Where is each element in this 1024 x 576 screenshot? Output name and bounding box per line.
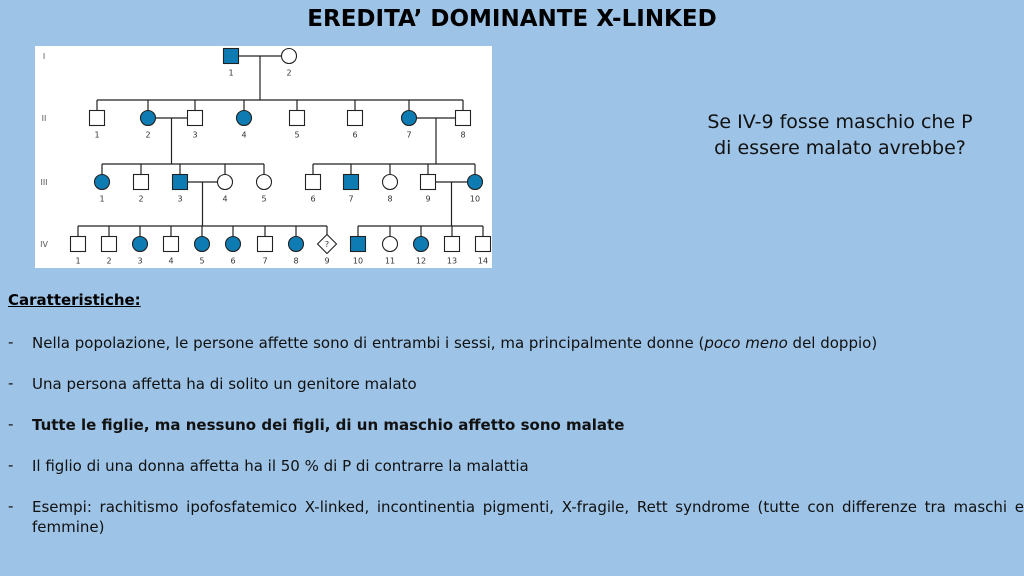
bullet-dash: - bbox=[8, 456, 14, 474]
female-symbol bbox=[237, 111, 252, 126]
individual-number: 7 bbox=[406, 130, 412, 140]
individual-number: 12 bbox=[415, 256, 427, 266]
individual-number: 1 bbox=[99, 194, 105, 204]
individual-number: 2 bbox=[138, 194, 144, 204]
individual-number: 7 bbox=[262, 256, 268, 266]
male-symbol bbox=[445, 237, 460, 252]
individual-number: 9 bbox=[324, 256, 330, 266]
individual-number: 10 bbox=[469, 194, 481, 204]
individual-number: 8 bbox=[293, 256, 299, 266]
male-symbol bbox=[290, 111, 305, 126]
individual-number: 2 bbox=[106, 256, 112, 266]
individual-number: 1 bbox=[75, 256, 81, 266]
female-symbol bbox=[383, 237, 398, 252]
slide-title: EREDITA’ DOMINANTE X-LINKED bbox=[307, 6, 717, 32]
bullet-dash: - bbox=[8, 415, 14, 433]
question-mark: ? bbox=[324, 240, 330, 249]
generation-label: II bbox=[41, 114, 47, 123]
male-symbol bbox=[224, 49, 239, 64]
individual-number: 4 bbox=[168, 256, 174, 266]
bullet-dash: - bbox=[8, 374, 14, 392]
individual-number: 1 bbox=[94, 130, 100, 140]
male-symbol bbox=[456, 111, 471, 126]
bullet-text-part: del doppio) bbox=[787, 334, 878, 352]
individual-number: 6 bbox=[352, 130, 358, 140]
individual-number: 6 bbox=[310, 194, 316, 204]
pedigree-chart bbox=[35, 46, 492, 268]
generation-label: III bbox=[40, 178, 48, 187]
individual-number: 4 bbox=[222, 194, 228, 204]
bullet-text: Tutte le figlie, ma nessuno dei figli, di un maschio affetto sono malate bbox=[32, 416, 625, 434]
female-symbol bbox=[402, 111, 417, 126]
bullet-text-part: Nella popolazione, le persone affette sono di entrambi i sessi, ma principalmente donne ( bbox=[32, 334, 705, 352]
bullet-text: Il figlio di una donna affetta ha il 50 % di P di contrarre la malattia bbox=[32, 457, 529, 475]
question-text: Se IV-9 fosse maschio che P di essere malato avrebbe? bbox=[707, 111, 973, 159]
bullet-text bbox=[32, 333, 1024, 353]
female-symbol bbox=[289, 237, 304, 252]
individual-number: 4 bbox=[241, 130, 247, 140]
individual-number: 6 bbox=[230, 256, 236, 266]
individual-number: 3 bbox=[177, 194, 183, 204]
individual-number: 5 bbox=[199, 256, 205, 266]
female-symbol bbox=[95, 175, 110, 190]
generation-label: IV bbox=[40, 240, 48, 249]
male-symbol bbox=[188, 111, 203, 126]
male-symbol bbox=[102, 237, 117, 252]
male-symbol bbox=[476, 237, 491, 252]
pedigree-svg bbox=[35, 46, 492, 268]
individual-number: 3 bbox=[137, 256, 143, 266]
female-symbol bbox=[383, 175, 398, 190]
male-symbol bbox=[134, 175, 149, 190]
female-symbol bbox=[133, 237, 148, 252]
bullet-dash: - bbox=[8, 497, 14, 515]
bullet-text-italic: poco meno bbox=[704, 334, 788, 352]
male-symbol bbox=[258, 237, 273, 252]
female-symbol bbox=[468, 175, 483, 190]
individual-number: 5 bbox=[261, 194, 267, 204]
male-symbol bbox=[421, 175, 436, 190]
generation-label: I bbox=[42, 52, 46, 61]
individual-number: 8 bbox=[387, 194, 393, 204]
individual-number: 9 bbox=[425, 194, 431, 204]
bullet-text: Una persona affetta ha di solito un genitore malato bbox=[32, 375, 417, 393]
individual-number: 3 bbox=[192, 130, 198, 140]
individual-number: 1 bbox=[228, 68, 234, 78]
female-symbol bbox=[257, 175, 272, 190]
bullet-dash: - bbox=[8, 333, 14, 351]
male-symbol bbox=[90, 111, 105, 126]
individual-number: 11 bbox=[384, 256, 396, 266]
individual-number: 10 bbox=[352, 256, 364, 266]
male-symbol bbox=[351, 237, 366, 252]
female-symbol bbox=[195, 237, 210, 252]
male-symbol bbox=[164, 237, 179, 252]
individual-number: 14 bbox=[477, 256, 489, 266]
male-symbol bbox=[173, 175, 188, 190]
individual-number: 8 bbox=[460, 130, 466, 140]
individual-number: 5 bbox=[294, 130, 300, 140]
characteristics-heading: Caratteristiche: bbox=[8, 291, 141, 309]
bullet-text: Esempi: rachitismo ipofosfatemico X-linked, incontinentia pigmenti, X-fragile, Rett syndrome (tutte con differenze tra maschi e femmine) bbox=[32, 498, 1024, 536]
individual-number: 2 bbox=[145, 130, 151, 140]
female-symbol bbox=[414, 237, 429, 252]
female-symbol bbox=[226, 237, 241, 252]
female-symbol bbox=[141, 111, 156, 126]
male-symbol bbox=[71, 237, 86, 252]
male-symbol bbox=[344, 175, 359, 190]
female-symbol bbox=[218, 175, 233, 190]
individual-number: 2 bbox=[286, 68, 292, 78]
male-symbol bbox=[306, 175, 321, 190]
individual-number: 13 bbox=[446, 256, 458, 266]
female-symbol bbox=[282, 49, 297, 64]
individual-number: 7 bbox=[348, 194, 354, 204]
male-symbol bbox=[348, 111, 363, 126]
